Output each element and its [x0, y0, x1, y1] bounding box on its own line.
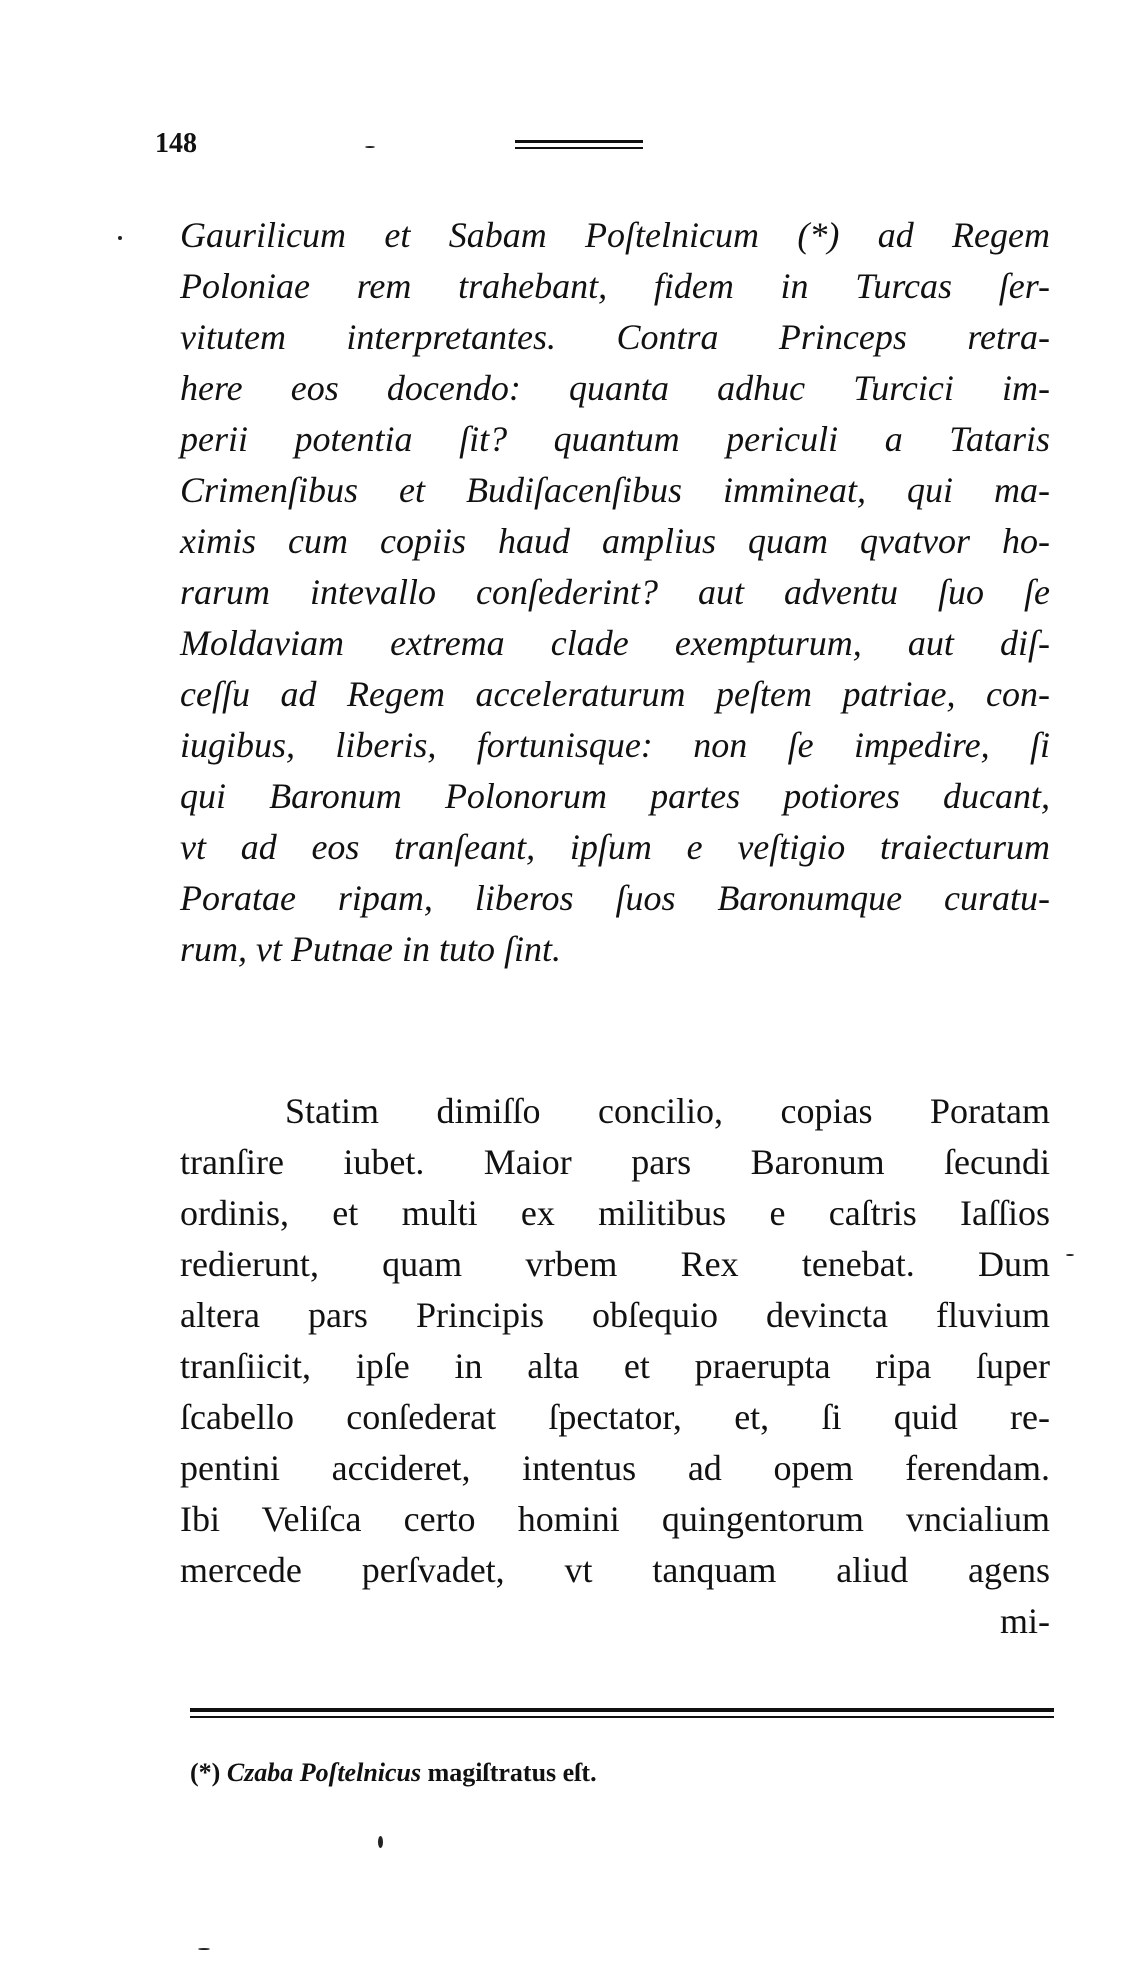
- print-speck: [365, 146, 375, 148]
- text-line: Ibi Veliſca certo homini quingentorum vncialium: [180, 1499, 1050, 1539]
- text-line: Poloniae rem trahebant, fidem in Turcas ſer-: [180, 266, 1050, 306]
- text-line: Gaurilicum et Sabam Poſtelnicum (*) ad Regem: [180, 215, 1050, 255]
- text-line: ſcabello conſederat ſpectator, et, ſi quid re-: [180, 1397, 1050, 1437]
- text-line: tranſire iubet. Maior pars Baronum ſecundi: [180, 1142, 1050, 1182]
- text-line: ximis cum copiis haud amplius quam qvatvor ho-: [180, 521, 1050, 561]
- italic-paragraph: [180, 210, 1050, 975]
- text-line: rum, vt Putnae in tuto ſint.: [180, 929, 561, 969]
- text-line: redierunt, quam vrbem Rex tenebat. Dum: [180, 1244, 1050, 1284]
- text-line: iugibus, liberis, fortunisque: non ſe impedire, ſi: [180, 725, 1050, 765]
- roman-paragraph: [180, 1086, 1050, 1647]
- footnote: [190, 1758, 597, 1788]
- text-line: vitutem interpretantes. Contra Princeps retra-: [180, 317, 1050, 357]
- print-speck: [1066, 1254, 1074, 1256]
- catchword: mi-: [1000, 1601, 1050, 1641]
- text-line: pentini accideret, intentus ad opem ferendam.: [180, 1448, 1050, 1488]
- text-line: altera pars Principis obſequio devincta fluvium: [180, 1295, 1050, 1335]
- footnote-name: Czaba Poſtelnicus: [226, 1758, 422, 1787]
- ornament-line-thin: [515, 147, 643, 149]
- page-number: 148: [155, 128, 197, 159]
- footnote-marker: (*): [190, 1758, 221, 1787]
- text-line: ceſſu ad Regem acceleraturum peſtem patriae, con-: [180, 674, 1050, 714]
- text-line: rarum intevallo conſederint? aut adventu ſuo ſe: [180, 572, 1050, 612]
- text-line: Crimenſibus et Budiſacenſibus immineat, qui ma-: [180, 470, 1050, 510]
- footnote-rule: [190, 1708, 1054, 1712]
- header-ornament: [515, 140, 643, 152]
- footnote-text: magiſtratus eſt.: [427, 1758, 597, 1787]
- text-line: Statim dimiſſo concilio, copias Poratam: [285, 1091, 1050, 1131]
- print-speck: [118, 236, 122, 240]
- text-line: tranſiicit, ipſe in alta et praerupta ripa ſuper: [180, 1346, 1050, 1386]
- text-line: ordinis, et multi ex militibus e caſtris Iaſſios: [180, 1193, 1050, 1233]
- print-speck: [198, 1948, 210, 1950]
- text-line: Moldaviam extrema clade exempturum, aut diſ-: [180, 623, 1050, 663]
- footnote-rule-thin: [190, 1716, 1054, 1718]
- text-line: Poratae ripam, liberos ſuos Baronumque curatu-: [180, 878, 1050, 918]
- text-line: qui Baronum Polonorum partes potiores ducant,: [180, 776, 1050, 816]
- text-line: here eos docendo: quanta adhuc Turcici im-: [180, 368, 1050, 408]
- text-line: vt ad eos tranſeant, ipſum e veſtigio traiecturum: [180, 827, 1050, 867]
- text-line: mercede perſvadet, vt tanquam aliud agens: [180, 1550, 1050, 1590]
- print-speck: [378, 1836, 383, 1848]
- ornament-line-thick: [515, 140, 643, 143]
- text-line: perii potentia ſit? quantum periculi a Tataris: [180, 419, 1050, 459]
